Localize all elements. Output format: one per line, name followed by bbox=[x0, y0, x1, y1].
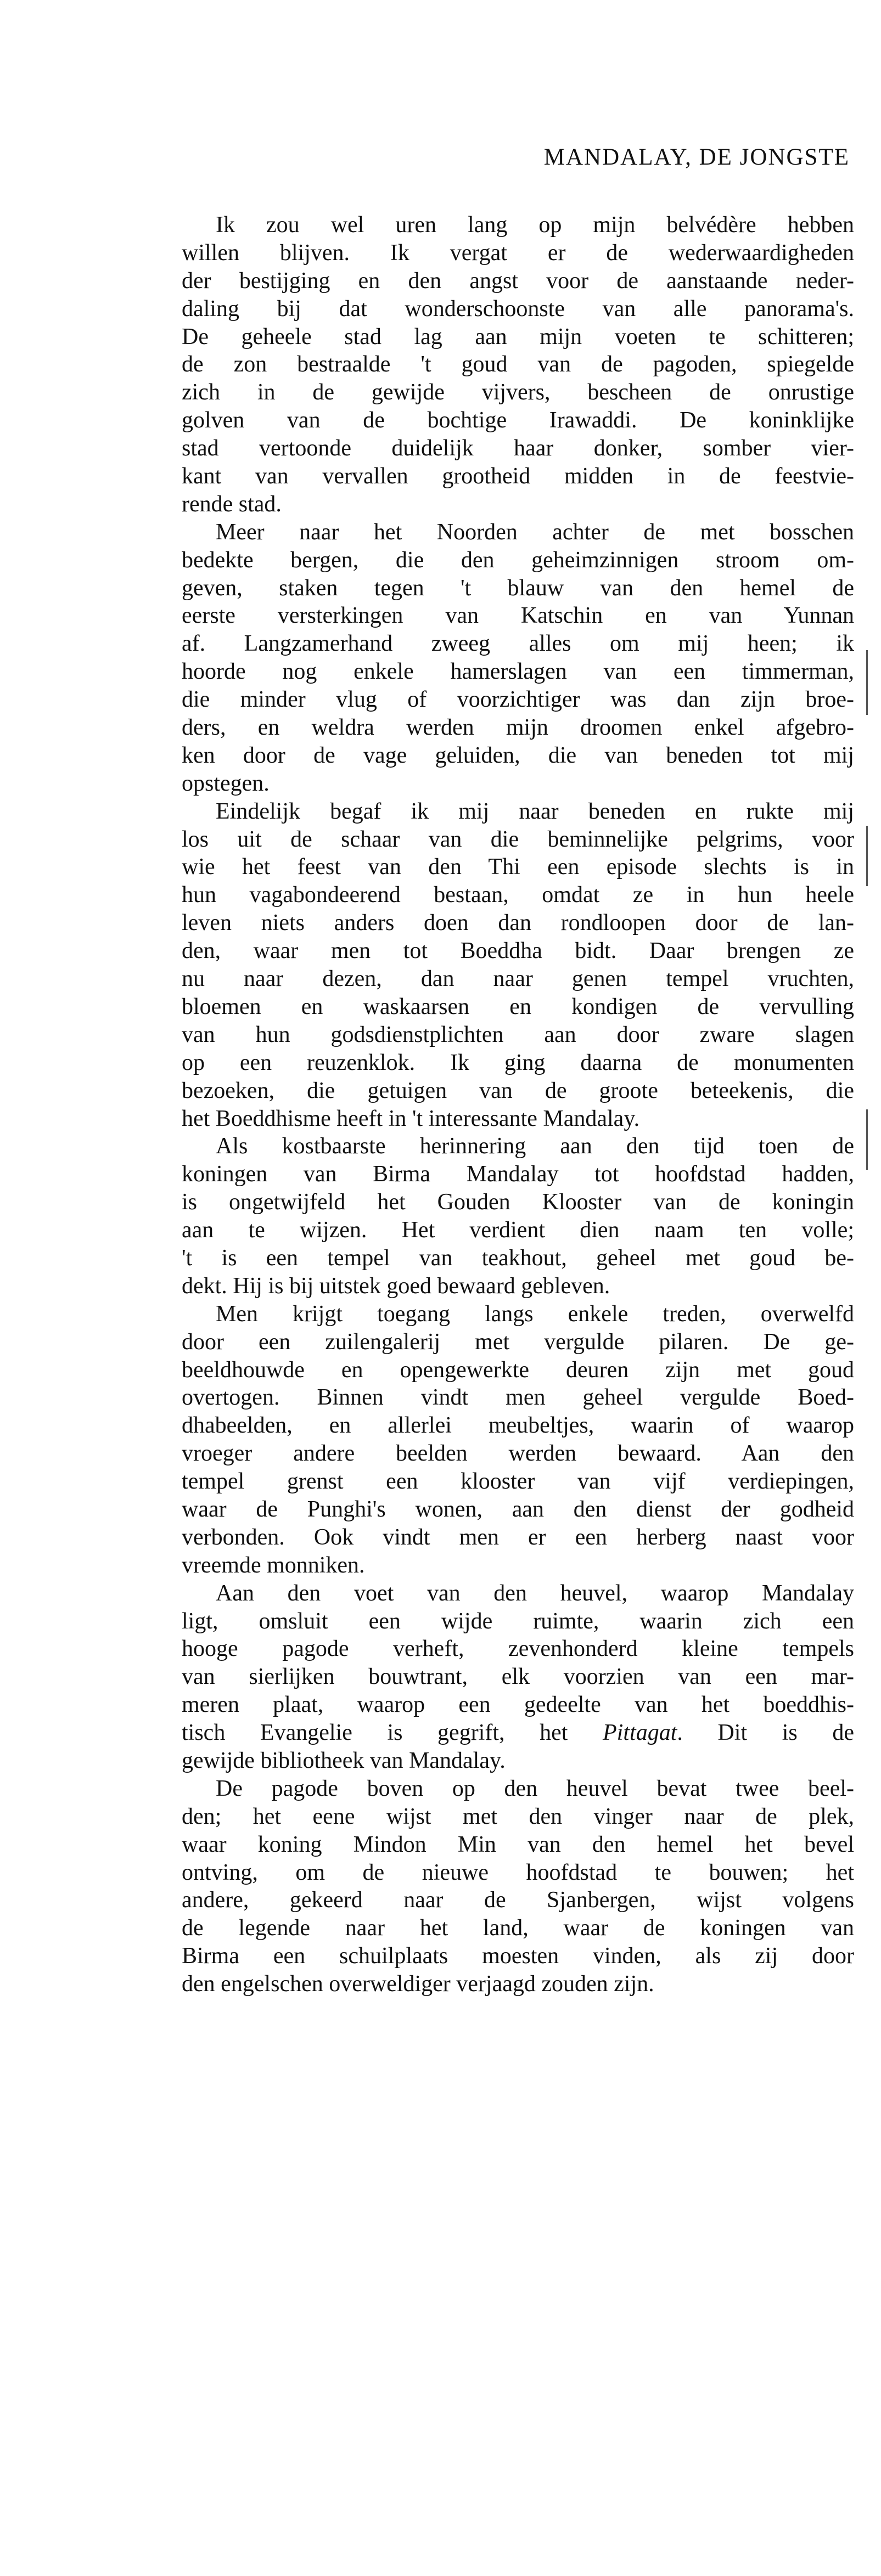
text-line: Men krijgt toegang langs enkele treden, overwelfd bbox=[216, 1301, 854, 1327]
text-line: waar koning Mindon Min van den hemel het bevel bbox=[182, 1831, 854, 1857]
text-line: hooge pagode verheft, zevenhonderd kleine tempels bbox=[182, 1636, 854, 1662]
text-line: Meer naar het Noorden achter de met bosschen bbox=[216, 519, 854, 545]
text-line: de zon bestraalde 't goud van de pagoden, spiegelde bbox=[182, 352, 854, 377]
text-line: dekt. Hij is bij uitstek goed bewaard gebleven. bbox=[182, 1273, 610, 1299]
text-line: ders, en weldra werden mijn droomen enkel afgebro- bbox=[182, 715, 854, 741]
text-line: zich in de gewijde vijvers, bescheen de onrustige bbox=[182, 380, 854, 405]
text-line: vreemde monniken. bbox=[182, 1552, 365, 1578]
text-line: daling bij dat wonderschoonste van alle panorama's. bbox=[182, 296, 854, 322]
text-line: de legende naar het land, waar de koningen van bbox=[182, 1915, 854, 1941]
scan-margin-mark bbox=[866, 826, 868, 886]
text-line: andere, gekeerd naar de Sjanbergen, wijst volgens bbox=[182, 1887, 854, 1913]
text-line: Ik zou wel uren lang op mijn belvédère hebben bbox=[216, 212, 854, 238]
text-line: leven niets anders doen dan rondloopen door de lan- bbox=[182, 910, 854, 936]
paragraph bbox=[182, 798, 854, 1133]
text-line: verbonden. Ook vindt men er een herberg naast voor bbox=[182, 1524, 854, 1550]
text-line: ken door de vage geluiden, die van beneden tot mij bbox=[182, 742, 854, 768]
text-line: De geheele stad lag aan mijn voeten te schitteren; bbox=[182, 324, 854, 350]
text-line: kant van vervallen grootheid midden in de feestvie- bbox=[182, 464, 854, 489]
paragraph bbox=[182, 1775, 854, 1998]
text-line: stad vertoonde duidelijk haar donker, somber vier- bbox=[182, 436, 854, 461]
text-line: tisch Evangelie is gegrift, het Pittagat. Dit is de bbox=[182, 1720, 854, 1746]
text-line: af. Langzamerhand zweeg alles om mij heen; ik bbox=[182, 631, 854, 657]
text-line: overtogen. Binnen vindt men geheel vergulde Boed- bbox=[182, 1385, 854, 1411]
scan-margin-mark bbox=[866, 1109, 868, 1170]
text-line: gewijde bibliotheek van Mandalay. bbox=[182, 1748, 506, 1773]
body-text bbox=[182, 211, 854, 1998]
text-line: Birma een schuilplaats moesten vinden, als zij door bbox=[182, 1943, 854, 1969]
text-line: der bestijging en den angst voor de aanstaande neder- bbox=[182, 268, 854, 294]
text-line: is ongetwijfeld het Gouden Klooster van de koningin bbox=[182, 1190, 854, 1215]
text-line: De pagode boven op den heuvel bevat twee beel- bbox=[216, 1775, 854, 1801]
title-emphasis: Pittagat bbox=[603, 1720, 677, 1746]
text-line: den; het eene wijst met den vinger naar de plek, bbox=[182, 1803, 854, 1829]
text-line: Aan den voet van den heuvel, waarop Mandalay bbox=[216, 1580, 854, 1606]
text-line: golven van de bochtige Irawaddi. De koninklijke bbox=[182, 408, 854, 433]
text-line: 't is een tempel van teakhout, geheel met goud be- bbox=[182, 1245, 854, 1271]
text-line: geven, staken tegen 't blauw van den hemel de bbox=[182, 575, 854, 601]
text-line: koningen van Birma Mandalay tot hoofdstad hadden, bbox=[182, 1162, 854, 1187]
text-line: los uit de schaar van die beminnelijke pelgrims, voor bbox=[182, 826, 854, 852]
text-line: waar de Punghi's wonen, aan den dienst der godheid bbox=[182, 1496, 854, 1522]
paragraph bbox=[182, 1300, 854, 1580]
text-line: hoorde nog enkele hamerslagen van een timmerman, bbox=[182, 659, 854, 685]
text-line: den engelschen overweldiger verjaagd zouden zijn. bbox=[182, 1971, 654, 1997]
paragraph bbox=[182, 1132, 854, 1300]
text-line: Eindelijk begaf ik mij naar beneden en rukte mij bbox=[216, 798, 854, 824]
text-line: hun vagabondeerend bestaan, omdat ze in hun heele bbox=[182, 882, 854, 908]
text-line: tempel grenst een klooster van vijf verdiepingen, bbox=[182, 1469, 854, 1495]
text-line: ontving, om de nieuwe hoofdstad te bouwen; het bbox=[182, 1859, 854, 1885]
text-line: van hun godsdienstplichten aan door zware slagen bbox=[182, 1022, 854, 1047]
text-line: die minder vlug of voorzichtiger was dan zijn broe- bbox=[182, 687, 854, 713]
text-line: aan te wijzen. Het verdient dien naam ten volle; bbox=[182, 1217, 854, 1243]
text-line: nu naar dezen, dan naar genen tempel vruchten, bbox=[182, 966, 854, 992]
text-line: bloemen en waskaarsen en kondigen de vervulling bbox=[182, 994, 854, 1019]
text-line: het Boeddhisme heeft in 't interessante Mandalay. bbox=[182, 1106, 640, 1131]
text-line: eerste versterkingen van Katschin en van Yunnan bbox=[182, 603, 854, 629]
text-line: beeldhouwde en opengewerkte deuren zijn met goud bbox=[182, 1357, 854, 1383]
text-line: vroeger andere beelden werden bewaard. Aan den bbox=[182, 1441, 854, 1467]
text-line: den, waar men tot Boeddha bidt. Daar brengen ze bbox=[182, 938, 854, 964]
paragraph bbox=[182, 211, 854, 518]
text-line: bedekte bergen, die den geheimzinnigen stroom om- bbox=[182, 547, 854, 573]
text-line: meren plaat, waarop een gedeelte van het boeddhis- bbox=[182, 1692, 854, 1718]
running-head: MANDALAY, DE JONGSTE bbox=[543, 144, 850, 170]
text-line: bezoeken, die getuigen van de groote beteekenis, die bbox=[182, 1078, 854, 1103]
text-line: ligt, omsluit een wijde ruimte, waarin zich een bbox=[182, 1608, 854, 1634]
text-line: dhabeelden, en allerlei meubeltjes, waarin of waarop bbox=[182, 1413, 854, 1439]
text-line: door een zuilengalerij met vergulde pilaren. De ge- bbox=[182, 1329, 854, 1355]
text-line: rende stad. bbox=[182, 491, 282, 517]
text-line: opstegen. bbox=[182, 770, 270, 796]
paragraph bbox=[182, 518, 854, 798]
paragraph bbox=[182, 1580, 854, 1775]
scan-margin-mark bbox=[866, 650, 868, 715]
text-line: op een reuzenklok. Ik ging daarna de monumenten bbox=[182, 1050, 854, 1075]
text-line: wie het feest van den Thi een episode slechts is in bbox=[182, 854, 854, 880]
text-line: van sierlijken bouwtrant, elk voorzien van een mar- bbox=[182, 1664, 854, 1690]
text-line: Als kostbaarste herinnering aan den tijd toen de bbox=[216, 1134, 854, 1159]
text-line: willen blijven. Ik vergat er de wederwaardigheden bbox=[182, 240, 854, 266]
